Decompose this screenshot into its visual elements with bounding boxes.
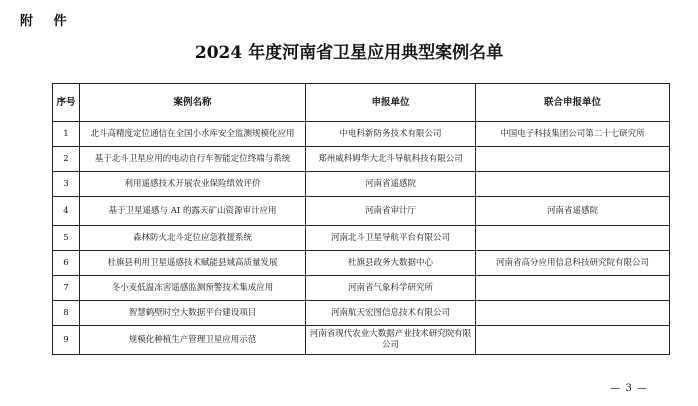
cell-case-name: 基于卫星遥感与 AI 的露天矿山资源审计应用 [80, 197, 306, 226]
table-row [53, 276, 670, 301]
header-index: 序号 [53, 84, 80, 122]
cell-case-name: 森林防火北斗定位应急救援系统 [80, 226, 306, 251]
page-number: — 3 — [610, 383, 648, 394]
cell-index: 8 [53, 301, 80, 326]
cell-index: 3 [53, 172, 80, 197]
table-header-row [53, 84, 670, 122]
table-row [53, 197, 670, 226]
cell-index: 7 [53, 276, 80, 301]
document-title: 2024 年度河南省卫星应用典型案例名单 [194, 43, 504, 63]
table-row [53, 147, 670, 172]
cell-case-name: 杜旗县利用卫星遥感技术赋能县域高质量发展 [80, 251, 306, 276]
cell-co-applicant: 河南省遥感院 [476, 197, 670, 226]
cell-co-applicant [476, 276, 670, 301]
cell-applicant: 河南航天宏图信息技术有限公司 [306, 301, 476, 326]
cell-case-name: 利用遥感技术开展农业保险绩效评价 [80, 172, 306, 197]
attachment-label: 附 件 [20, 14, 75, 29]
cell-co-applicant [476, 226, 670, 251]
table-row [53, 226, 670, 251]
cell-co-applicant [476, 326, 670, 355]
cell-applicant: 郑州威科姆华大北斗导航科技有限公司 [306, 147, 476, 172]
header-applicant: 申报单位 [306, 84, 476, 122]
cell-case-name: 冬小麦低温冻害遥感监测预警技术集成应用 [80, 276, 306, 301]
cell-applicant: 杜旗县政务大数据中心 [306, 251, 476, 276]
header-co-applicant: 联合申报单位 [476, 84, 670, 122]
cell-index: 2 [53, 147, 80, 172]
cell-applicant: 河南北斗卫星导航平台有限公司 [306, 226, 476, 251]
cell-co-applicant [476, 172, 670, 197]
table-row [53, 251, 670, 276]
table-row [53, 172, 670, 197]
cell-index: 1 [53, 122, 80, 147]
cell-applicant: 河南省遥感院 [306, 172, 476, 197]
cell-co-applicant: 中国电子科技集团公司第二十七研究所 [476, 122, 670, 147]
cell-co-applicant [476, 301, 670, 326]
case-list-table [52, 83, 670, 355]
cell-index: 4 [53, 197, 80, 226]
cell-case-name: 北斗高精度定位通信在全国小水库安全监测规模化应用 [80, 122, 306, 147]
header-case-name: 案例名称 [80, 84, 306, 122]
cell-index: 5 [53, 226, 80, 251]
table-row [53, 122, 670, 147]
cell-applicant: 中电科新防务技术有限公司 [306, 122, 476, 147]
cell-co-applicant: 河南省高分应用信息科技研究院有限公司 [476, 251, 670, 276]
table-row [53, 326, 670, 355]
cell-applicant: 河南省气象科学研究所 [306, 276, 476, 301]
cell-case-name: 规模化种植生产管理卫星应用示范 [80, 326, 306, 355]
cell-index: 9 [53, 326, 80, 355]
cell-case-name: 基于北斗卫星应用的电动自行车智能定位终端与系统 [80, 147, 306, 172]
cell-applicant: 河南省现代农业大数据产业技术研究院有限公司 [306, 326, 476, 355]
cell-applicant: 河南省审计厅 [306, 197, 476, 226]
table-row [53, 301, 670, 326]
cell-case-name: 智慧鹤壁时空大数据平台建设项目 [80, 301, 306, 326]
cell-index: 6 [53, 251, 80, 276]
cell-co-applicant [476, 147, 670, 172]
